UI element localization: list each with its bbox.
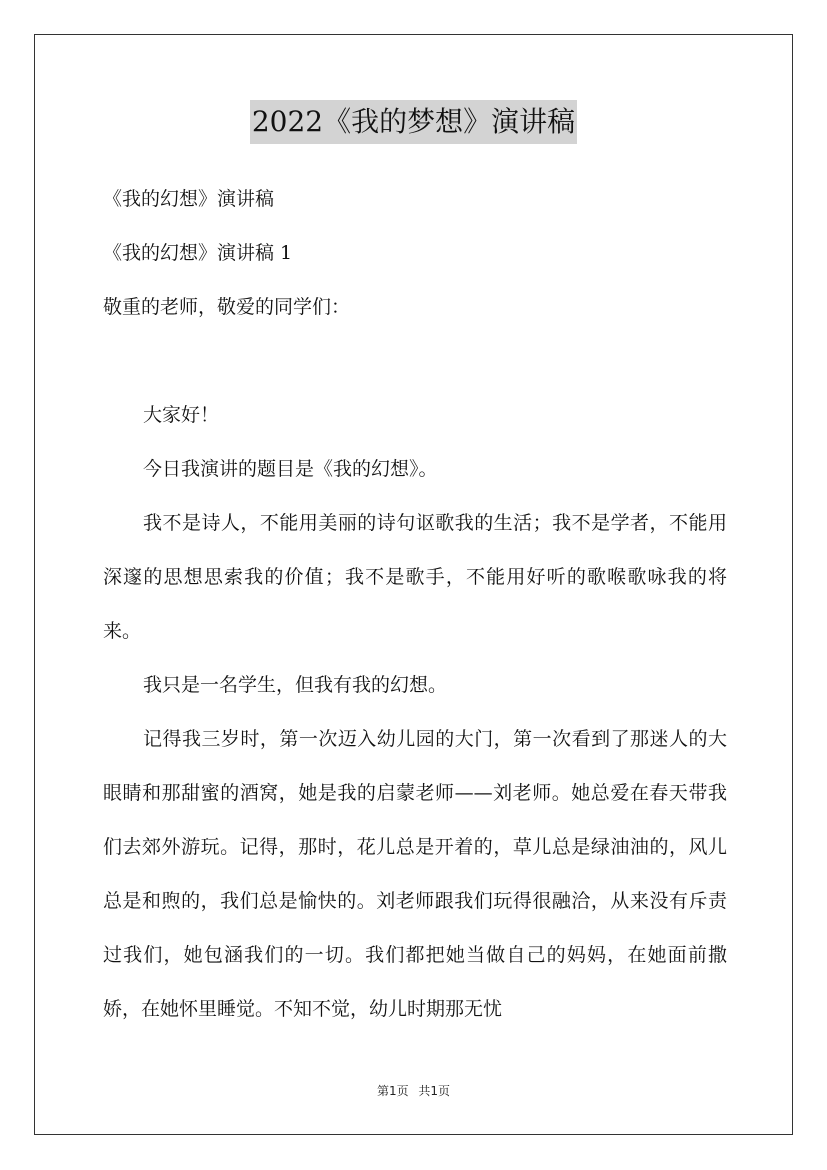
greeting: 大家好！	[143, 404, 220, 426]
paragraph-2: 我不是诗人，不能用美丽的诗句讴歌我的生活；我不是学者，不能用深邃的思想思索我的价值；我不是歌手，不能用好听的歌喉歌咏我的将来。	[103, 512, 727, 642]
page-total: 共1页	[418, 1084, 451, 1098]
page-number: 第1页	[376, 1084, 409, 1098]
title-container	[0, 100, 827, 144]
paragraph-3: 我只是一名学生，但我有我的幻想。	[143, 674, 448, 696]
heading-2: 《我的幻想》演讲稿 1	[103, 242, 293, 264]
blank-line	[103, 334, 727, 388]
paragraph-4: 记得我三岁时，第一次迈入幼儿园的大门，第一次看到了那迷人的大眼睛和那甜蜜的酒窝，她是我的启蒙老师——刘老师。她总爱在春天带我们去郊外游玩。记得，那时，花儿总是开着的，草儿总是绿油油的，风儿总是和煦的，我们总是愉快的。刘老师跟我们玩得很融洽，从来没有斥责过我们，她包涵我们的一切。我们都把她当做自己的妈妈，在她面前撒娇，在她怀里睡觉。不知不觉，幼儿时期那无忧	[103, 728, 727, 1020]
document-title: 2022《我的梦想》演讲稿	[250, 100, 577, 144]
document-body	[103, 172, 727, 1036]
heading-1: 《我的幻想》演讲稿	[103, 188, 275, 210]
salutation: 敬重的老师，敬爱的同学们：	[103, 296, 351, 318]
paragraph-1: 今日我演讲的题目是《我的幻想》。	[143, 458, 438, 480]
page-footer	[0, 1082, 827, 1099]
